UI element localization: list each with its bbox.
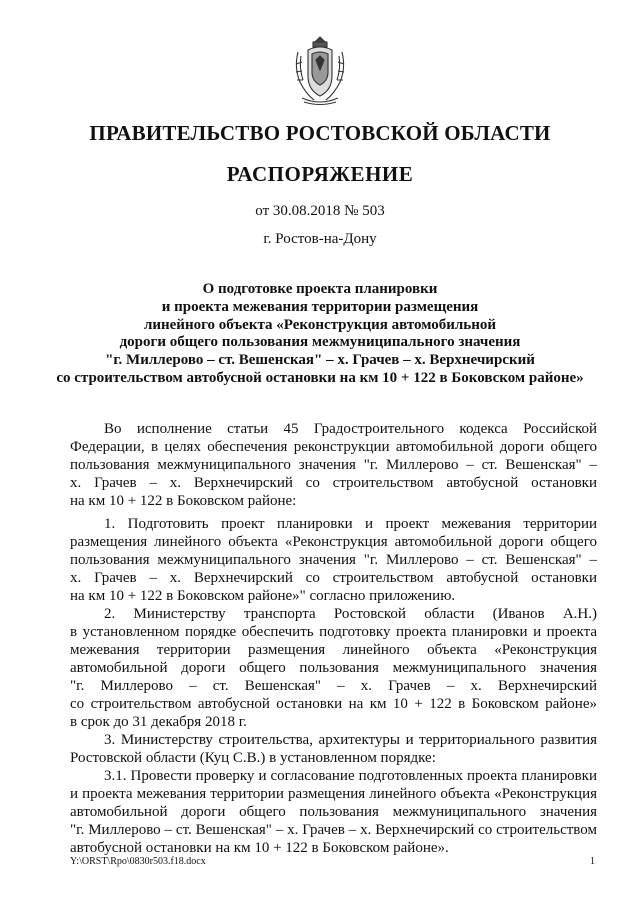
item-1-line: пользования межмуниципального значения "г. Миллерово – ст. Вешенская" – [70, 552, 597, 568]
item-1-line: на км 10 + 122 в Боковском районе»" согласно приложению. [70, 588, 456, 604]
item-3-1-line: автобусной остановки на км 10 + 122 в Боковском районе». [70, 840, 449, 856]
item-2-line: межевания территории размещения линейного объекта «Реконструкция [70, 642, 597, 658]
item-1-line: 1. Подготовить проект планировки и проект межевания территории [104, 516, 597, 532]
item-3-1-line: автомобильной дороги общего пользования межмуниципального значения [70, 804, 597, 820]
title-line: и проекта межевания территории размещения [161, 298, 479, 315]
title-line: дороги общего пользования межмуниципального значения [119, 334, 521, 351]
item-1-line: размещения линейного объекта «Реконструкция автомобильной дороги общего [70, 534, 597, 550]
text-line: пользования межмуниципального значения "г. Миллерово – ст. Вешенская" – [70, 457, 597, 473]
item-3-line: Ростовской области (Куц С.В.) в установленном порядке: [70, 750, 436, 766]
item-2-line: автомобильной дороги общего пользования межмуниципального значения [70, 660, 597, 676]
title-line: линейного объекта «Реконструкция автомобильной [143, 316, 497, 333]
item-3-1-line: "г. Миллерово – ст. Вешенская" – х. Грачев – х. Верхнечирский со строительством [70, 822, 597, 838]
item-2-line: в срок до 31 декабря 2018 г. [70, 714, 247, 730]
item-2-line: "г. Миллерово – ст. Вешенская" – х. Грачев – х. Верхнечирский [70, 678, 597, 694]
document-title [40, 281, 600, 388]
intro-paragraph [70, 420, 597, 510]
coat-of-arms-icon [292, 34, 348, 106]
text-line: Федерации, в целях обеспечения реконструкции автомобильной дороги общего [70, 439, 597, 455]
title-line: со строительством автобусной остановки на км 10 + 122 в Боковском районе» [56, 369, 584, 386]
item-1-line: х. Грачев – х. Верхнечирский со строительством автобусной остановки [70, 570, 597, 586]
document-type: РАСПОРЯЖЕНИЕ [226, 162, 414, 186]
item-3-1-line: 3.1. Провести проверку и согласование подготовленных проекта планировки [104, 768, 597, 784]
date-number: от 30.08.2018 № 503 [255, 203, 385, 219]
title-line: О подготовке проекта планировки [202, 281, 438, 297]
text-line: х. Грачев – х. Верхнечирский со строительством автобусной остановки [70, 475, 597, 491]
city: г. Ростов-на-Дону [263, 231, 377, 247]
page-number: 1 [590, 856, 595, 867]
text-line: на км 10 + 122 в Боковском районе: [70, 493, 297, 509]
file-path: Y:\ORST\Rpo\0830r503.f18.docx [70, 856, 206, 867]
text-line: Во исполнение статьи 45 Градостроительного кодекса Российской [104, 421, 597, 437]
item-2-line: в установленном порядке обеспечить подготовку проекта планировки и проекта [70, 624, 597, 640]
item-3-1-line: и проекта межевания территории размещения линейного объекта «Реконструкция [70, 786, 597, 802]
organization-title: ПРАВИТЕЛЬСТВО РОСТОВСКОЙ ОБЛАСТИ [89, 121, 551, 145]
title-line: "г. Миллерово – ст. Вешенская" – х. Грачев – х. Верхнечирский [105, 352, 535, 369]
order-items [70, 515, 597, 857]
item-2-line: со строительством автобусной остановки на км 10 + 122 в Боковском районе» [70, 696, 597, 712]
item-2-line: 2. Министерству транспорта Ростовской области (Иванов А.Н.) [104, 606, 597, 622]
item-3-line: 3. Министерству строительства, архитектуры и территориального развития [104, 732, 597, 748]
